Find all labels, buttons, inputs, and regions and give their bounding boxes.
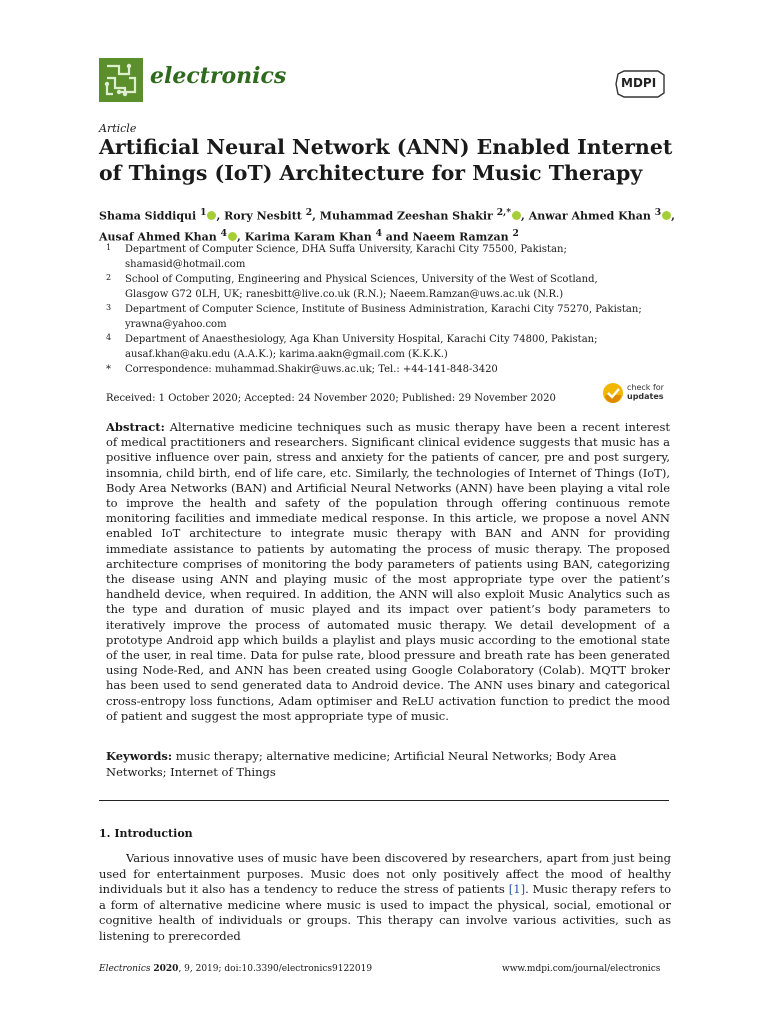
check-updates-line1: check for [627, 383, 664, 392]
affiliation-number: 2 [106, 273, 112, 282]
paper-title: Artificial Neural Network (ANN) Enabled Internet of Things (IoT) Architecture for Music Therapy [99, 135, 673, 185]
orcid-icon[interactable] [228, 232, 237, 241]
orcid-icon[interactable] [207, 211, 216, 220]
citation-link[interactable]: [1] [508, 882, 526, 896]
affiliation-number: 1 [106, 243, 112, 252]
affiliation-4 [125, 332, 685, 362]
orcid-icon[interactable] [662, 211, 671, 220]
footer-url[interactable]: www.mdpi.com/journal/electronics [502, 964, 661, 974]
author-name[interactable]: Karima Karam Khan [244, 230, 372, 244]
author-affiliation: 3 [654, 207, 662, 218]
check-for-updates-badge[interactable] [602, 382, 624, 404]
author-list [99, 204, 679, 245]
author-name[interactable]: Ausaf Ahmed Khan [99, 230, 217, 244]
affiliation-email[interactable]: shamasid@hotmail.com [125, 259, 246, 270]
affiliation-line: Department of Computer Science, DHA Suffa University, Karachi City 75500, Pakistan; [125, 244, 567, 255]
author-name[interactable]: Muhammad Zeeshan Shakir [319, 209, 493, 223]
author-name[interactable]: Shama Siddiqui [99, 209, 197, 223]
and-word: and [385, 230, 409, 244]
orcid-icon[interactable] [512, 211, 521, 220]
affiliation-2 [125, 272, 685, 302]
check-updates-line2: updates [627, 392, 664, 401]
check-updates-label[interactable] [627, 383, 664, 401]
author-affiliation: 2,* [496, 207, 512, 218]
keywords-label: Keywords: [106, 749, 173, 763]
paragraph-text: Various innovative uses of music have been discovered by researchers, apart from just being used for entertainment purposes. Music does not only positively affect the mood of healthy individuals but it also has a tendency to reduce the stress of patients [99, 851, 671, 896]
affiliation-3 [125, 302, 685, 332]
author-name[interactable]: Naeem Ramzan [412, 230, 509, 244]
author-name[interactable]: Rory Nesbitt [224, 209, 302, 223]
correspondence [125, 362, 685, 377]
author-line-1: Shama Siddiqui $^1$ , Rory Nesbitt $^2$, Muhammad Zeeshan Shakir $^{2,*}$ , Anwar Ahmed Khan $^3$ , [99, 207, 675, 223]
footer-year: 2020 [153, 964, 179, 974]
publisher-logo [614, 70, 666, 98]
affiliation-number: 4 [106, 333, 112, 342]
footer-details: , 9, 2019; doi:10.3390/electronics9122019 [178, 964, 373, 974]
abstract-label: Abstract: [106, 420, 165, 434]
affiliation-line: Department of Anaesthesiology, Aga Khan University Hospital, Karachi City 74800, Pakistan; [125, 334, 598, 345]
circuit-logo-icon [99, 58, 143, 102]
publication-dates: Received: 1 October 2020; Accepted: 24 November 2020; Published: 29 November 2020 [106, 393, 556, 404]
abstract-text: Alternative medicine techniques such as music therapy have been a recent interest of medical practitioners and researchers. Significant clinical evidence suggests that music has a positive influence over pain, stress and anxiety for the patients of cancer, pre and post surgery, insomnia, child birth, end of life care, etc. Similarly, the technologies of Internet of Things (IoT), Body Area Networks (BAN) and Artificial Neural Networks (ANN) have been playing a vital role to improve the health and safety of the population through offering continuous remote monitoring facilities and immediate medical response. In this article, we propose a novel ANN enabled IoT architecture to integrate music therapy with BAN and ANN for providing immediate assistance to patients by automating the process of music therapy. The proposed architecture comprises of monitoring the body parameters of patients using BAN, categorizing the disease using ANN and playing music of the most appropriate type over the patient’s handheld device, when required. In addition, the ANN will also exploit Music Analytics such as the type and duration of music played and its impact over patient’s body parameters to iteratively improve the process of automated music therapy. We detail development of a prototype Android app which builds a playlist and plays music according to the emotional state of the user, in real time. Data for pulse rate, blood pressure and breath rate has been generated using Node-Red, and ANN has been created using Google Colaboratory (Colab). MQTT broker has been used to send generated data to Android device. The ANN uses binary and categorical cross-entropy loss functions, Adam optimiser and ReLU activation function to predict the mood of patient and suggest the most appropriate type of music. [106, 420, 670, 723]
author-name[interactable]: Anwar Ahmed Khan [528, 209, 651, 223]
keywords [106, 749, 670, 780]
author-affiliation: 1 [200, 207, 207, 218]
abstract [106, 420, 670, 724]
affiliation-email[interactable]: Glasgow G72 0LH, UK; ranesbitt@live.co.uk (R.N.); Naeem.Ramzan@uws.ac.uk (N.R.) [125, 289, 564, 300]
affiliation-number: * [106, 364, 111, 375]
footer-citation [99, 964, 372, 974]
paragraph-text: . Music therapy refers to a form of alternative medicine where music is used to impact the physical, social, emotional or cognitive health of individuals or groups. This therapy can involve various activities, such as listening to prerecorded [99, 882, 671, 943]
affiliation-line: School of Computing, Engineering and Physical Sciences, University of the West of Scotland, [125, 274, 598, 285]
affiliation-email[interactable]: ausaf.khan@aku.edu (A.A.K.); karima.aakn@gmail.com (K.K.K.) [125, 349, 448, 360]
section-heading: 1. Introduction [99, 827, 193, 840]
affiliation-1 [125, 242, 685, 272]
author-affiliation: 4 [375, 227, 382, 239]
journal-name: electronics [150, 63, 287, 89]
keywords-text: music therapy; alternative medicine; Artificial Neural Networks; Body Area Networks; Internet of Things [106, 749, 617, 779]
footer-journal: Electronics [99, 964, 151, 974]
author-affiliation: 2 [305, 207, 313, 218]
affiliation-number: 3 [106, 303, 112, 312]
journal-logo [99, 58, 143, 102]
section-divider [99, 800, 669, 801]
author-affiliation: 4 [220, 227, 228, 239]
correspondence-line[interactable]: Correspondence: muhammad.Shakir@uws.ac.uk; Tel.: +44-141-848-3420 [125, 364, 498, 375]
author-line-2: Ausaf Ahmed Khan $^4$ , Karima Karam Khan $^4$ and Naeem Ramzan $^2$ [99, 227, 519, 244]
author-affiliation: 2 [512, 227, 519, 239]
check-updates-icon [602, 382, 624, 404]
article-type: Article [99, 122, 137, 135]
affiliation-line: Department of Computer Science, Institute of Business Administration, Karachi City 75270, Pakistan; [125, 304, 642, 315]
introduction-paragraph [99, 851, 671, 944]
publisher-name: MDPI [621, 76, 657, 90]
affiliation-email[interactable]: yrawna@yahoo.com [125, 319, 227, 330]
